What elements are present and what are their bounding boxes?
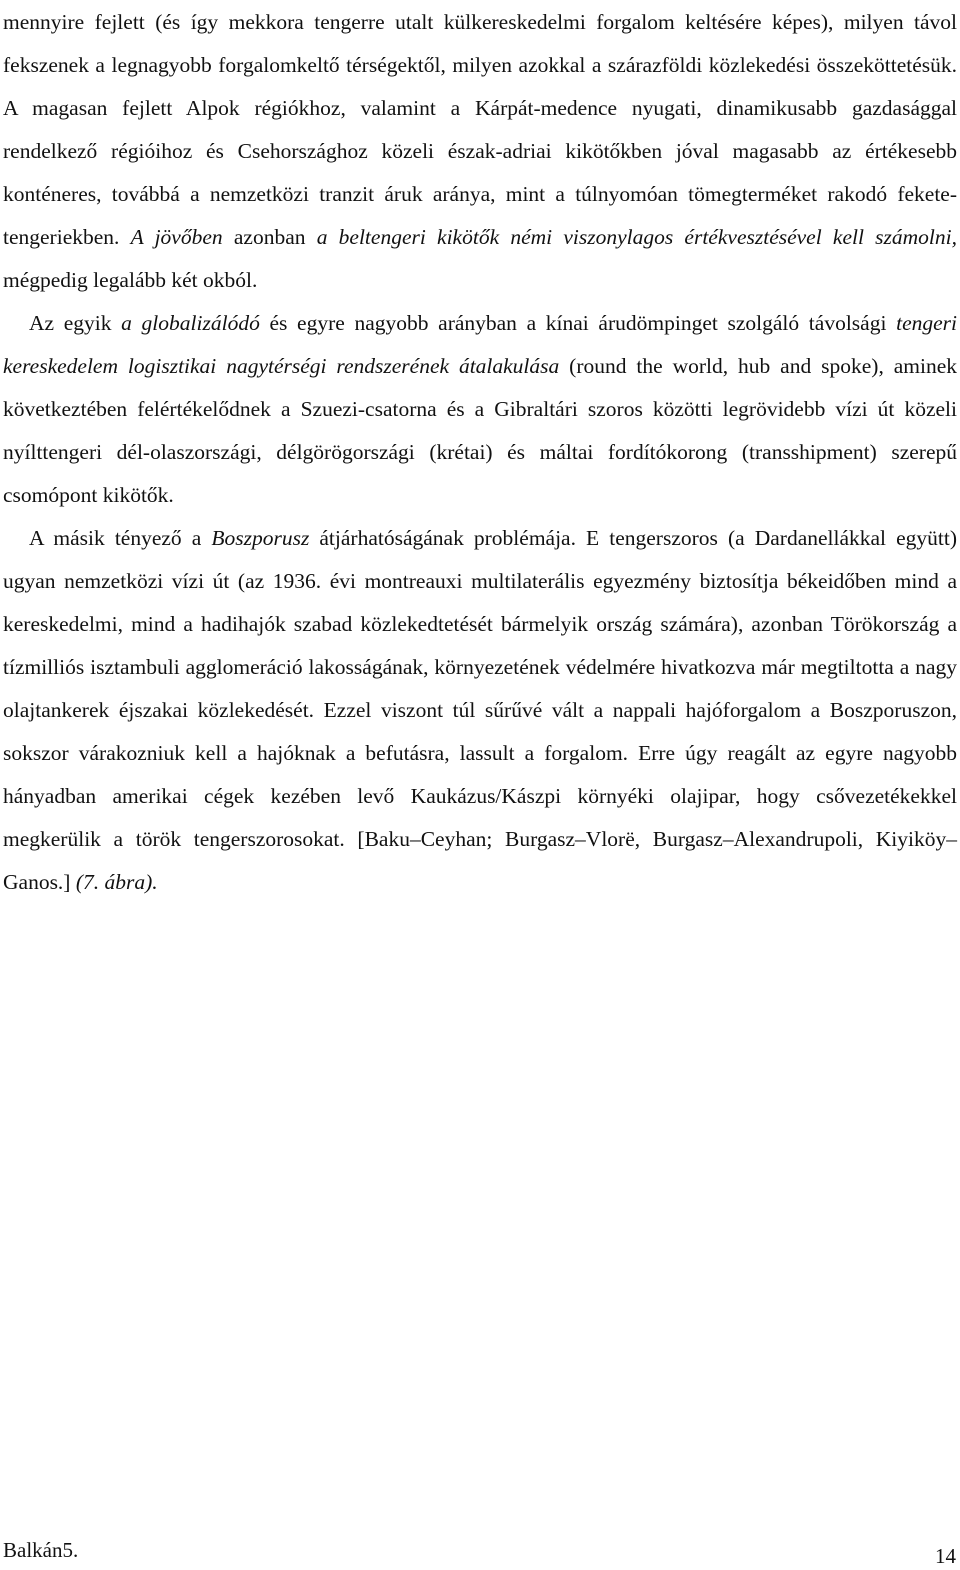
body-text: átjárhatóságának problémája. E tengerszoros (a Dardanellákkal együtt) ugyan nemzetközi vízi út (az 1936. évi montreauxi multilaterális egyezmény biztosítja békeidőben mind a kereskedelmi, mind a hadihajók szabad közlekedtetését bármelyik ország számára), azonban Törökország a tízmilliós isztambuli agglomeráció lakosságának, környezetének védelmére hivatkozva már megtiltotta a nagy olajtankerek éjszakai közlekedését. Ezzel viszont túl sűrűvé vált a nappali hajóforgalom a Boszporuszon, sokszor várakozniuk kell a hajóknak a befutásra, lassult a forgalom. Erre úgy reagált az egyre nagyobb hányadban amerikai cégek kezében levő Kaukázus/Kászpi környéki olajipar, hogy csővezetékekkel megkerülik a török tengerszorosokat. [Baku–Ceyhan; Burgasz–Vlorë, Burgasz–Alexandrupoli, Kiyiköy–Ganos.] [3, 526, 957, 894]
body-text: Az egyik [29, 311, 122, 335]
emphasis-text: (7. ábra). [75, 870, 158, 894]
page-number: 14 [935, 1544, 956, 1568]
emphasis-text: a beltengeri kikötők némi viszonylagos értékvesztésével kell számolni, [316, 225, 957, 249]
footer-label: Balkán5. [3, 1538, 79, 1562]
paragraph-2 [3, 302, 957, 517]
paragraph-1 [3, 1, 957, 302]
page-body [3, 0, 957, 904]
body-text: azonban [222, 225, 317, 249]
body-text: mennyire fejlett (és így mekkora tengerre utalt külkereskedelmi forgalom keltésére képes), milyen távol fekszenek a legnagyobb forgalomkeltő térségektől, milyen azokkal a szárazföldi közlekedési összeköttetésük. A magasan fejlett Alpok régiókhoz, valamint a Kárpát-medence nyugati, dinamikusabb gazdasággal rendelkező régióihoz és Csehországhoz közeli észak-adriai kikötőkben jóval magasabb az értékesebb konténeres, továbbá a nemzetközi tranzit áruk aránya, mint a túlnyomóan tömegterméket rakodó fekete-tengeriekben. [3, 10, 957, 249]
body-text: A másik tényező a [29, 526, 212, 550]
body-text: (round the world, hub and spoke), aminek következtében felértékelődnek a Szuezi-csatorna és a Gibraltári szoros közötti legrövidebb vízi út közeli nyílttengeri dél-olaszországi, délgörögországi (krétai) és máltai fordítókorong (transshipment) szerepű csomópont kikötők. [3, 354, 958, 507]
paragraph-3 [3, 517, 957, 904]
body-text: mégpedig legalább két okból. [3, 268, 258, 292]
emphasis-text: A jövőben [130, 225, 223, 249]
body-text: és egyre nagyobb arányban a kínai árudömpinget szolgáló távolsági [259, 311, 897, 335]
emphasis-text: tengeri kereskedelem logisztikai nagytérségi rendszerének átalakulása [3, 311, 957, 378]
emphasis-text: a globalizálódó [121, 311, 260, 335]
emphasis-text: Boszporusz [211, 526, 310, 550]
